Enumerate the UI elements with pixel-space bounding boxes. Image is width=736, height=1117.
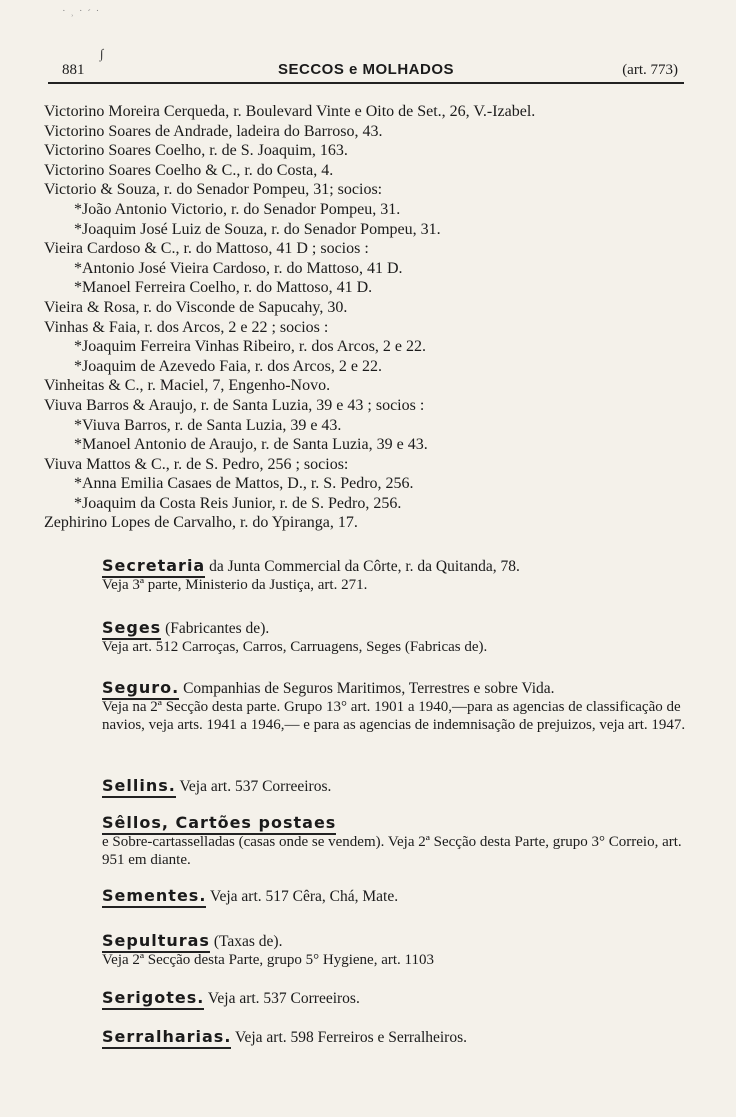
entry-line: *Joaquim Ferreira Vinhas Ribeiro, r. dos Arcos, 2 e 22.: [74, 338, 427, 356]
section-title: Sêllos, Cartões postaes: [102, 813, 336, 835]
section-title: Sementes.: [102, 886, 206, 908]
entry-line: Vinheitas & C., r. Maciel, 7, Engenho-Novo.: [44, 377, 331, 395]
section-head: (Taxas de).: [213, 933, 283, 950]
section-serigotes: [102, 988, 702, 1008]
section-body: Veja 2ª Secção desta Parte, grupo 5° Hygiene, art. 1103: [102, 952, 434, 968]
section-body: Veja na 2ª Secção desta parte. Grupo 13° art. 1901 a 1940,—para as agencias de classificação de navios, veja arts. 1941 a 1946,— e para as agencias de indemnisação de prejuizos, veja art. 1947.: [102, 699, 686, 733]
section-head: Veja art. 598 Ferreiros e Serralheiros.: [235, 1029, 468, 1046]
section-head: da Junta Commercial da Côrte, r. da Quitanda, 78.: [209, 558, 520, 575]
entry-line: Vieira Cardoso & C., r. do Mattoso, 41 D ; socios :: [44, 240, 369, 258]
page-header: [48, 60, 684, 84]
section-head: Companhias de Seguros Maritimos, Terrestres e sobre Vida.: [183, 680, 555, 697]
entry-line: Vinhas & Faia, r. dos Arcos, 2 e 22 ; socios :: [44, 318, 329, 336]
section-secretaria: [102, 556, 702, 594]
entry-line: *Viuva Barros, r. de Santa Luzia, 39 e 43.: [74, 416, 342, 434]
section-title: Serigotes.: [102, 988, 204, 1010]
entry-line: *Joaquim da Costa Reis Junior, r. de S. Pedro, 256.: [74, 494, 402, 512]
print-specks: ˙ ˒ ˙ ˊ ˙: [62, 8, 101, 20]
section-head: Veja art. 537 Correeiros.: [179, 778, 332, 795]
page-mark: ∫: [100, 46, 104, 61]
section-seges: [102, 618, 702, 656]
section-head: Veja art. 537 Correeiros.: [207, 990, 360, 1007]
section-serralharias: [102, 1027, 702, 1047]
page-number: 881: [62, 62, 85, 78]
section-title: Serralharias.: [102, 1027, 231, 1049]
section-sepulturas: [102, 931, 702, 969]
entry-line: Zephirino Lopes de Carvalho, r. do Ypiranga, 17.: [44, 514, 358, 532]
entry-line: Viuva Mattos & C., r. de S. Pedro, 256 ; socios:: [44, 455, 349, 473]
section-title: Secretaria: [102, 556, 205, 578]
entry-line: Victorino Soares Coelho & C., r. do Costa, 4.: [44, 161, 334, 179]
section-head: (Fabricantes de).: [165, 620, 270, 637]
section-body: Veja art. 512 Carroças, Carros, Carruagens, Seges (Fabricas de).: [102, 639, 488, 655]
entry-line: *Manoel Ferreira Coelho, r. do Mattoso, 41 D.: [74, 279, 373, 297]
entry-line: *Manoel Antonio de Araujo, r. de Santa Luzia, 39 e 43.: [74, 436, 428, 454]
entry-line: *Antonio José Vieira Cardoso, r. do Mattoso, 41 D.: [74, 259, 403, 277]
section-title: Seguro.: [102, 678, 179, 700]
section-sellins: [102, 776, 702, 796]
entry-line: Victorino Moreira Cerqueda, r. Boulevard Vinte e Oito de Set., 26, V.-Izabel.: [44, 103, 536, 120]
section-sementes: [102, 886, 702, 906]
entry-line: *Joaquim José Luiz de Souza, r. do Senador Pompeu, 31.: [74, 220, 441, 238]
section-sellos: [102, 813, 702, 869]
entry-line: Vieira & Rosa, r. do Visconde de Sapucahy, 30.: [44, 298, 348, 316]
entry-line: *Joaquim de Azevedo Faia, r. dos Arcos, 2 e 22.: [74, 357, 382, 375]
entry-line: Viuva Barros & Araujo, r. de Santa Luzia, 39 e 43 ; socios :: [44, 396, 425, 414]
section-head: Veja art. 517 Cêra, Chá, Mate.: [210, 888, 399, 905]
entry-line: *João Antonio Victorio, r. do Senador Pompeu, 31.: [74, 200, 401, 218]
section-body: e Sobre-cartasselladas (casas onde se vendem). Veja 2ª Secção desta Parte, grupo 3° Correio, art. 951 em diante.: [102, 834, 682, 868]
entry-list: [44, 102, 704, 533]
section-seguro: [102, 678, 702, 734]
section-body: Veja 3ª parte, Ministerio da Justiça, art. 271.: [102, 577, 368, 593]
section-title: Seges: [102, 618, 161, 640]
section-title: Sepulturas: [102, 931, 210, 953]
section-title: Sellins.: [102, 776, 176, 798]
article-reference: (art. 773): [622, 62, 678, 78]
entry-line: Victorio & Souza, r. do Senador Pompeu, 31; socios:: [44, 181, 383, 199]
entry-line: Victorino Soares Coelho, r. de S. Joaquim, 163.: [44, 142, 348, 160]
entry-line: *Anna Emilia Casaes de Mattos, D., r. S. Pedro, 256.: [74, 475, 414, 493]
entry-line: Victorino Soares de Andrade, ladeira do Barroso, 43.: [44, 122, 383, 140]
running-title: SECCOS e MOLHADOS: [277, 61, 455, 78]
